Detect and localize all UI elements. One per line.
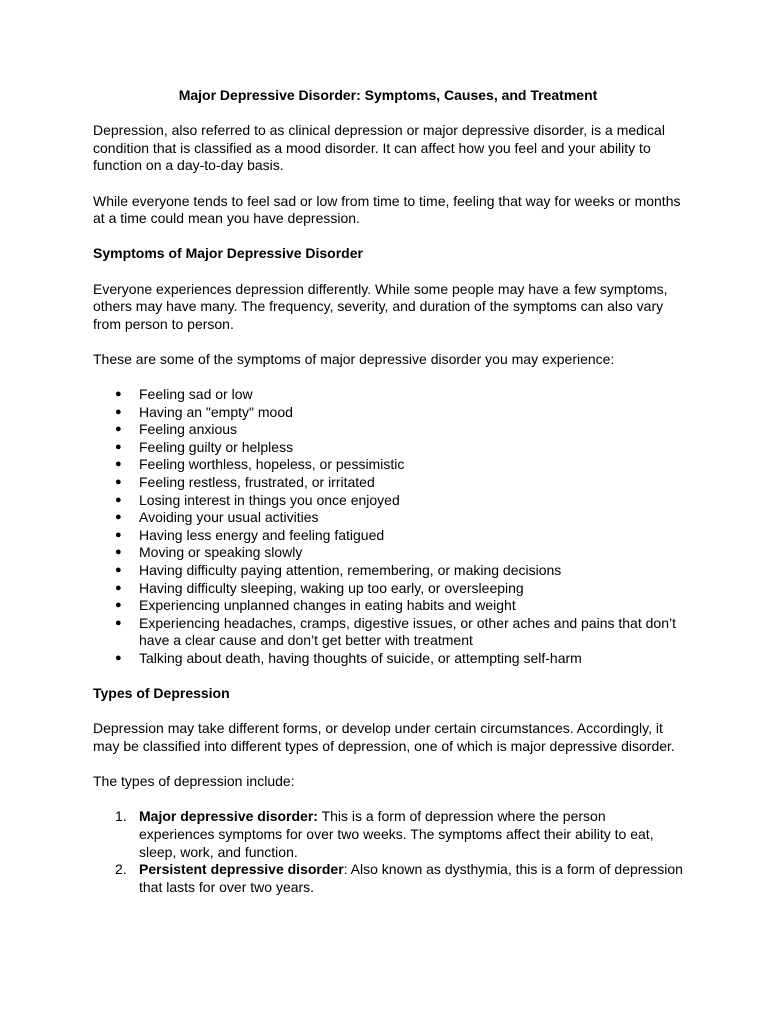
symptoms-paragraph-1: Everyone experiences depression differently. While some people may have a few symptoms, others may have many. The frequency, severity, and duration of the symptoms can also vary from person to person.	[93, 280, 668, 332]
list-item: ● Experiencing unplanned changes in eating habits and weight	[93, 597, 683, 615]
document-title: Major Depressive Disorder: Symptoms, Causes, and Treatment	[178, 87, 598, 103]
symptoms-list	[93, 386, 683, 668]
intro-paragraph-1: Depression, also referred to as clinical depression or major depressive disorder, is a medical condition that is classified as a mood disorder. It can affect how you feel and your ability to function on a day-to-day basis.	[93, 122, 665, 174]
list-item: ● Feeling guilty or helpless	[93, 439, 683, 457]
list-item: ● Having difficulty paying attention, remembering, or making decisions	[93, 562, 683, 580]
symptoms-heading: Symptoms of Major Depressive Disorder	[93, 245, 363, 262]
list-item: ● Feeling sad or low	[93, 386, 683, 404]
list-item: ● Feeling anxious	[93, 421, 683, 439]
list-item	[93, 808, 683, 861]
list-item: ● Moving or speaking slowly	[93, 544, 683, 562]
list-number: 1.	[115, 808, 127, 825]
types-heading: Types of Depression	[93, 685, 230, 702]
list-item: ● Feeling restless, frustrated, or irritated	[93, 474, 683, 492]
symptoms-paragraph-2: These are some of the symptoms of major depressive disorder you may experience:	[93, 350, 615, 367]
document-content	[93, 87, 683, 914]
list-item: ● Having difficulty sleeping, waking up too early, or oversleeping	[93, 580, 683, 598]
list-item: ● Having less energy and feeling fatigued	[93, 527, 683, 545]
list-item: ● Losing interest in things you once enjoyed	[93, 492, 683, 510]
type-description: This is a form of depression where the person experiences symptoms for over two weeks. The symptoms affect their ability to eat, sleep, work, and function.	[139, 808, 654, 860]
types-paragraph-1: Depression may take different forms, or develop under certain circumstances. Accordingly, it may be classified into different types of depression, one of which is major depressive disorder.	[93, 720, 675, 754]
type-term: Major depressive disorder:	[139, 808, 318, 825]
types-list	[93, 808, 683, 896]
list-item: ● Feeling worthless, hopeless, or pessimistic	[93, 456, 683, 474]
list-item: ● Having an "empty" mood	[93, 404, 683, 422]
list-item	[93, 861, 683, 896]
intro-paragraph-2: While everyone tends to feel sad or low from time to time, feeling that way for weeks or months at a time could mean you have depression.	[93, 192, 681, 227]
list-number: 2.	[115, 861, 127, 878]
list-item: ● Experiencing headaches, cramps, digestive issues, or other aches and pains that don’t have a clear cause and don’t get better with treatment	[93, 615, 683, 650]
type-description: : Also known as dysthymia, this is a form of depression that lasts for over two years.	[139, 861, 683, 895]
list-item: ● Talking about death, having thoughts of suicide, or attempting self-harm	[93, 650, 683, 668]
types-paragraph-2: The types of depression include:	[93, 773, 295, 790]
list-item: ● Avoiding your usual activities	[93, 509, 683, 527]
type-term: Persistent depressive disorder	[139, 861, 344, 878]
